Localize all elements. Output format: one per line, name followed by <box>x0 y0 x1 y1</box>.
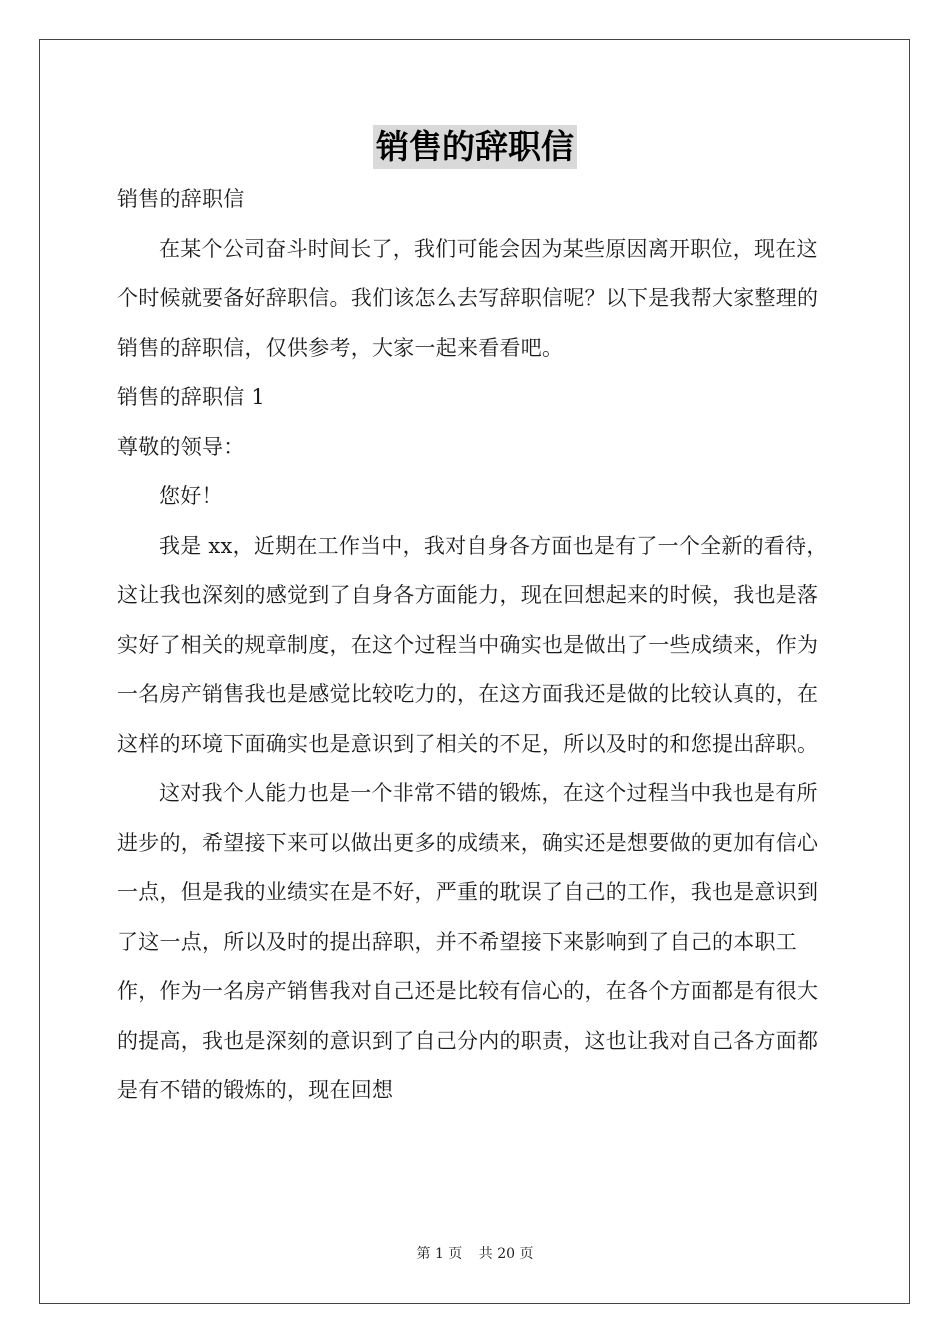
page-total: 共 20 页 <box>478 1246 534 1262</box>
page-number: 第 1 页 <box>416 1246 463 1262</box>
page-footer <box>0 1244 950 1264</box>
document-title: 销售的辞职信 <box>373 125 577 169</box>
paragraph-salutation: 尊敬的领导： <box>117 434 245 459</box>
paragraph-letter-heading: 销售的辞职信 1 <box>117 385 266 409</box>
document-body <box>117 175 834 1116</box>
paragraph-subtitle: 销售的辞职信 <box>117 187 245 211</box>
paragraph-greeting: 您好！ <box>159 484 223 508</box>
paragraph-intro: 在某个公司奋斗时间长了，我们可能会因为某些原因离开职位，现在这个时候就要备好辞职信。我们该怎么去写辞职信呢？以下是我帮大家整理的销售的辞职信，仅供参考，大家一起来看看吧。 <box>117 236 819 360</box>
paragraph-body-1: 我是 xx，近期在工作当中，我对自身各方面也是有了一个全新的看待，这让我也深刻的感觉到了自身各方面能力，现在回想起来的时候，我也是落实好了相关的规章制度，在这个过程当中确实也是做出了一些成绩来，作为一名房产销售我也是感觉比较吃力的，在这方面我还是做的比较认真的，在这样的环境下面确实也是意识到了相关的不足，所以及时的和您提出辞职。 <box>117 533 828 756</box>
title-container <box>0 125 950 169</box>
paragraph-body-2: 这对我个人能力也是一个非常不错的锻炼，在这个过程当中我也是有所进步的，希望接下来可以做出更多的成绩来，确实还是想要做的更加有信心一点，但是我的业绩实在是不好，严重的耽误了自己的工作，我也是意识到了这一点，所以及时的提出辞职，并不希望接下来影响到了自己的本职工作，作为一名房产销售我对自己还是比较有信心的，在各个方面都是有很大的提高，我也是深刻的意识到了自己分内的职责，这也让我对自己各方面都是有不错的锻炼的，现在回想 <box>117 781 819 1102</box>
